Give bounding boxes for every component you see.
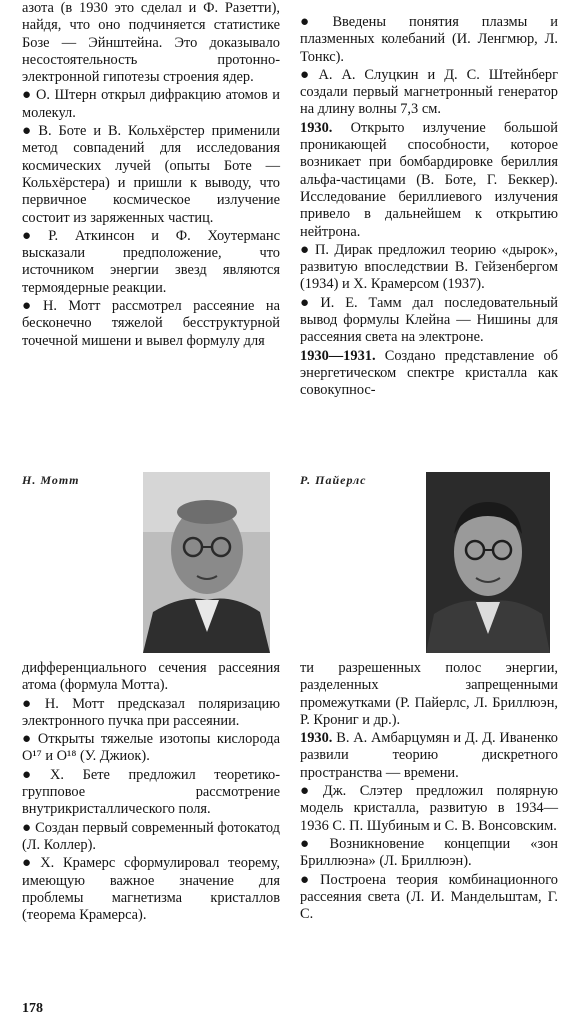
bullet-icon: ● [22,298,39,315]
photo-caption-mott: Н. Мотт [22,473,80,487]
paragraph: ● И. Е. Тамм дал последовательный вывод формулы Клейна — Нишины для рассеяния света на электроне. [300,294,559,346]
paragraph: 1930. В. А. Амбарцумян и Д. Д. Иваненко развили теорию дискретного пространства — времени. [300,730,558,781]
bullet-icon: ● [300,871,317,888]
paragraph: ● Возникновение концепции «зон Бриллюэна» (Л. Бриллюэн). [300,835,558,870]
paragraph: ● Р. Аткинсон и Ф. Хоутерманс высказали предположение, что источником энергии звезд являются термоядерные реакции. [22,227,281,296]
paragraph: ● Открыты тяжелые изотопы кислорода O¹⁷ и O¹⁸ (У. Джиок). [22,731,280,765]
paragraph: ти разрешенных полос энергии, разделенных запрещенными промежутками (Р. Пайерлс, Л. Бриллюэн, Р. Крониг и др.). [300,660,558,728]
paragraph: ● О. Штерн открыл дифракцию атомов и молекул. [22,87,280,121]
year-lead: 1930—1931. [300,347,376,364]
page-number: 178 [22,1001,43,1016]
bullet-icon: ● [300,835,326,852]
bullet-icon: ● [22,855,37,872]
bullet-icon: ● [300,294,317,311]
column-bottom-left [22,660,280,925]
portrait-photo-mott [143,472,270,653]
photo-caption-peierls: Р. Пайерлс [300,473,367,487]
paragraph: 1930—1931. Создано представление об энергетическом спектре кристалла как совокупнос- [300,347,558,399]
paragraph: ● Н. Мотт рассмотрел рассеяние на бесконечно тяжелой бесструктурной точечной мишени и вывел формулу для [22,298,280,349]
paragraph: ● Построена теория комбинационного рассеяния света (Л. И. Мандельштам, Г. С. [300,871,558,923]
bullet-icon: ● [300,14,329,30]
year-lead: 1930. [300,119,333,136]
paragraph: ● А. А. Слуцкин и Д. С. Штейнберг создали первый магнетронный генератор на длину волны 7,3 см. [300,66,558,118]
paragraph: азота (в 1930 это сделал и Ф. Разетти), найдя, что оно подчиняется статистике Бозе — Эйнштейна. Это доказывало несостоятельность протонно-электронной гипотезы строения ядер. [22,0,280,86]
bullet-icon: ● [22,695,41,712]
column-top-left [22,0,280,351]
paragraph: ● Введены понятия плазмы и плазменных колебаний (И. Ленгмюр, Л. Тонкс). [300,14,558,65]
bullet-icon: ● [22,731,34,748]
portrait-photo-peierls [426,472,550,653]
bullet-icon: ● [22,819,32,836]
paragraph: ● Х. Бете предложил теоретико-групповое рассмотрение внутрикристаллического поля. [22,766,280,818]
bullet-icon: ● [22,87,32,104]
bullet-icon: ● [300,66,315,83]
bullet-icon: ● [300,241,311,258]
paragraph: ● Н. Мотт предсказал поляризацию электронного пучка при рассеянии. [22,695,281,729]
paragraph: ● Создан первый современный фотокатод (Л. Коллер). [22,819,280,853]
bullet-icon: ● [22,123,35,140]
bullet-icon: ● [22,766,47,783]
bullet-icon: ● [22,227,45,244]
paragraph: ● П. Дирак предложил теорию «дырок», развитую впоследствии В. Гейзенбергом (1934) и Х. Крамерсом (1937). [300,241,558,293]
year-lead: 1930. [300,730,333,747]
paragraph: ● В. Боте и В. Кольхёрстер применили метод совпадений для исследования космических лучей (опыты Боте — Кольхёрстера) и пришли к выводу, что первичное космическое излучение состоит из заряженных частиц. [22,123,280,226]
paragraph: дифференциального сечения рассеяния атома (формула Мотта). [22,660,280,694]
column-top-right [300,14,558,401]
paragraph: ● Х. Крамерс сформулировал теорему, имеющую важное значение для проблемы магнетизма кристаллов (теорема Крамерса). [22,855,280,924]
bullet-icon: ● [300,783,319,800]
paragraph: 1930. Открыто излучение большой проникающей способности, которое возникает при бомбардировке бериллия альфа-частицами (В. Боте, Г. Беккер). Исследование бериллиевого излучения привело в дальнейшем к открытию нейтрона. [300,119,558,240]
paragraph: ● Дж. Слэтер предложил полярную модель кристалла, развитую в 1934—1936 С. П. Шубиным и С. В. Вонсовским. [300,783,558,834]
column-bottom-right [300,660,558,924]
